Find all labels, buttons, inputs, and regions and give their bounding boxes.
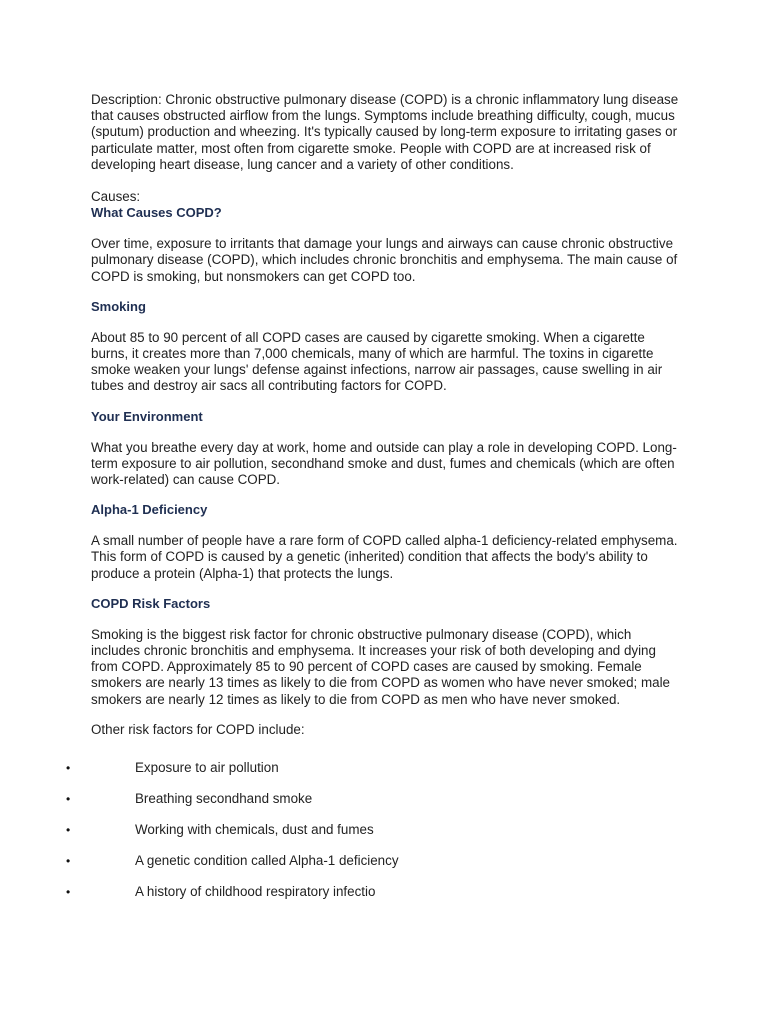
heading-smoking: Smoking (91, 298, 146, 314)
list-item-text: Exposure to air pollution (135, 760, 279, 775)
bullet-icon: • (66, 761, 71, 775)
document-body (91, 92, 683, 738)
alpha1-paragraph: A small number of people have a rare form of COPD called alpha-1 deficiency-related emphysema. This form of COPD is caused by a genetic (inherited) condition that affects the body's ability to produce a protein (Alpha-1) that protects the lungs. (91, 533, 678, 581)
heading-risk-factors: COPD Risk Factors (91, 595, 211, 611)
bullet-icon: • (66, 854, 71, 868)
smoking-paragraph: About 85 to 90 percent of all COPD cases are caused by cigarette smoking. When a cigarette burns, it creates more than 7,000 chemicals, many of which are harmful. The toxins in cigarette smoke weaken your lungs' defense against infections, narrow air passages, cause swelling in air tubes and destroy air sacs all contributing factors for COPD. (91, 329, 663, 394)
list-item (0, 789, 768, 820)
causes-label: Causes: (91, 189, 141, 205)
other-risk-factors-intro: Other risk factors for COPD include: (91, 721, 305, 737)
list-item (0, 851, 768, 882)
heading-alpha1: Alpha-1 Deficiency (91, 502, 208, 518)
risk-factors-paragraph: Smoking is the biggest risk factor for chronic obstructive pulmonary disease (COPD), which includes chronic bronchitis and emphysema. It increases your risk of both developing and dying from COPD. Approximately 85 to 90 percent of COPD cases are caused by smoking. Female smokers are nearly 13 times as likely to die from COPD as women who have never smoked; male smokers are nearly 12 times as likely to die from COPD as men who have never smoked. (91, 626, 671, 707)
bullet-icon: • (66, 792, 71, 806)
heading-what-causes: What Causes COPD? (91, 205, 222, 221)
list-item (0, 758, 768, 789)
bullet-icon: • (66, 823, 71, 837)
environment-paragraph: What you breathe every day at work, home and outside can play a role in developing COPD. Long-term exposure to air pollution, secondhand smoke and dust, fumes and chemicals (which are often work-related) can cause COPD. (91, 439, 677, 488)
list-item (0, 882, 768, 913)
bullet-icon: • (66, 885, 71, 899)
list-item-text: A genetic condition called Alpha-1 deficiency (135, 853, 399, 868)
list-item (0, 820, 768, 851)
list-item-text: A history of childhood respiratory infectio (135, 884, 376, 899)
heading-environment: Your Environment (91, 408, 203, 424)
risk-factor-list (0, 758, 768, 913)
what-causes-paragraph: Over time, exposure to irritants that damage your lungs and airways can cause chronic obstructive pulmonary disease (COPD), which includes chronic bronchitis and emphysema. The main cause of COPD is smoking, but nonsmokers can get COPD too. (91, 236, 678, 284)
list-item-text: Breathing secondhand smoke (135, 791, 313, 806)
list-item-text: Working with chemicals, dust and fumes (135, 822, 374, 837)
description-paragraph: Description: Chronic obstructive pulmonary disease (COPD) is a chronic inflammatory lung disease that causes obstructed airflow from the lungs. Symptoms include breathing difficulty, cough, mucus (sputum) production and wheezing. It's typically caused by long-term exposure to irritating gases or particulate matter, most often from cigarette smoke. People with COPD are at increased risk of developing heart disease, lung cancer and a variety of other conditions. (91, 92, 679, 172)
